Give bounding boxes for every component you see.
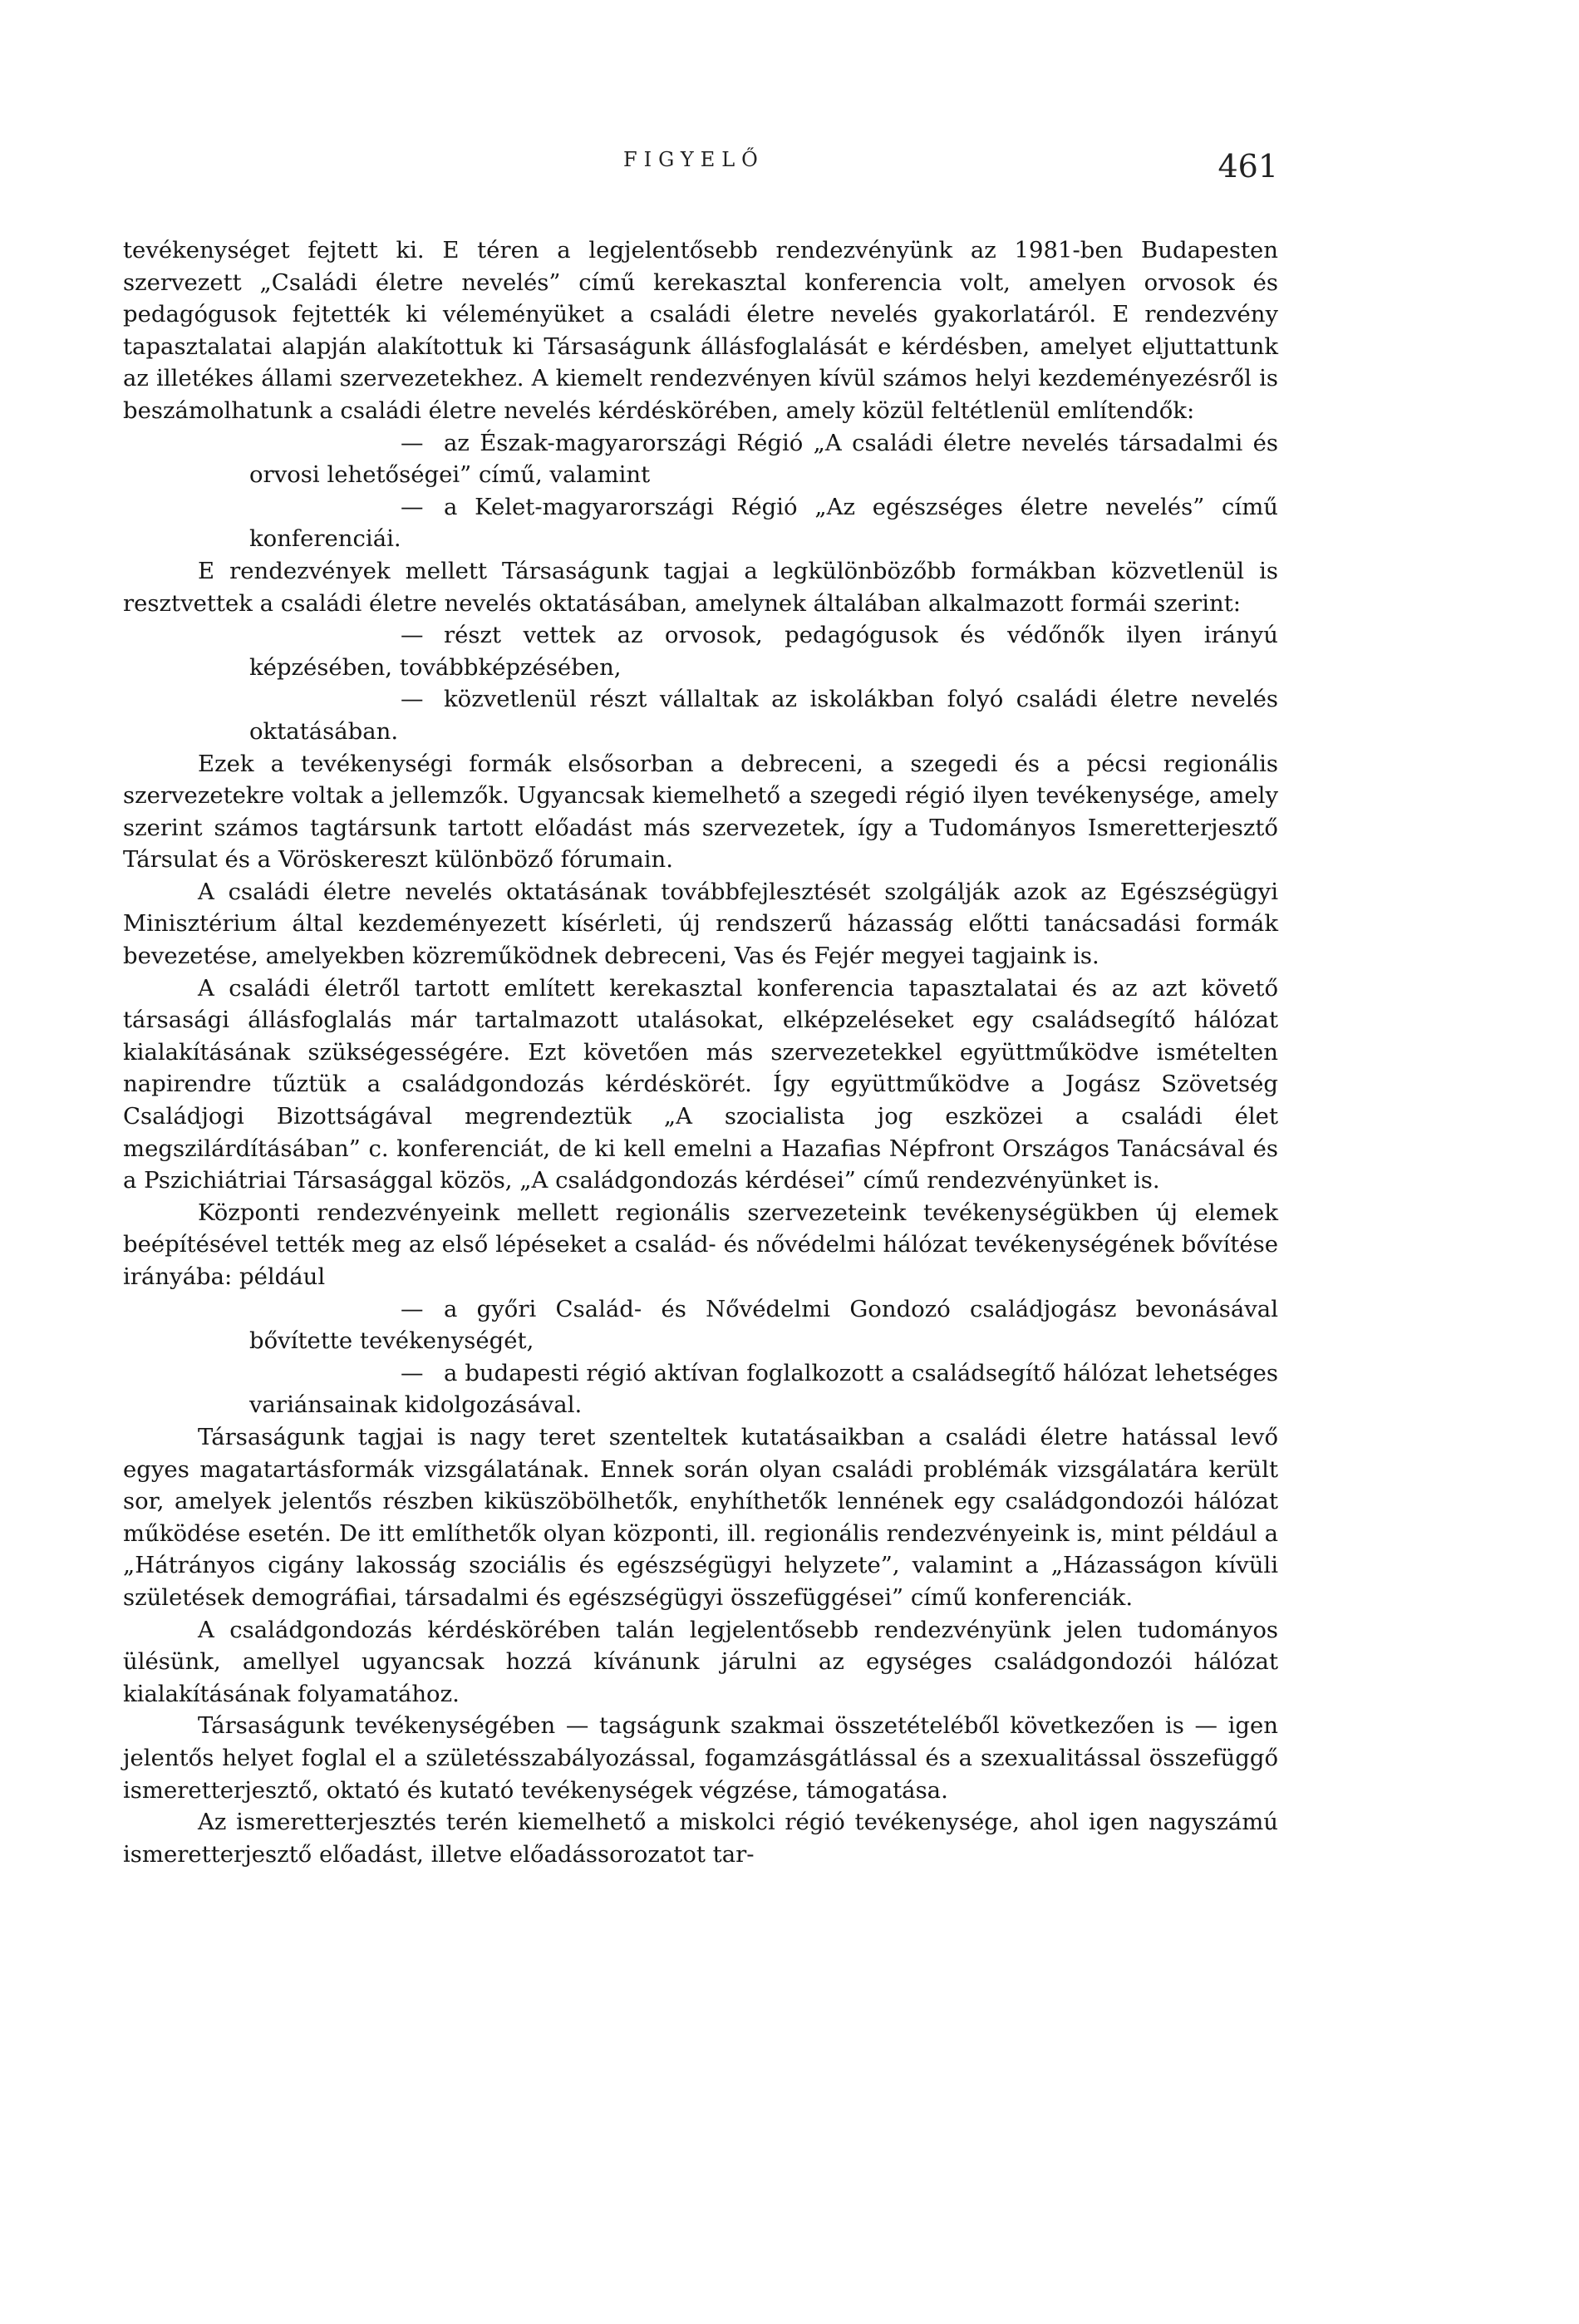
running-title: FIGYELŐ xyxy=(623,148,765,171)
dash-list-item: — részt vettek az orvosok, pedagógusok és védőnők ilyen irányú képzésében, továbbképzésében, xyxy=(123,619,1278,683)
dash-list-item: — a győri Család- és Nővédelmi Gondozó családjogász bevonásával bővítette tevékenységét, xyxy=(123,1293,1278,1357)
running-header xyxy=(0,148,1579,198)
page-number: 461 xyxy=(1217,148,1278,185)
paragraph: Társaságunk tevékenységében — tagságunk szakmai összetételéből következően is — igen jelentős helyet foglal el a születésszabályozással, fogamzásgátlással és a szexualitással összefüggő ismeretterjesztő, oktató és kutató tevékenységek végzése, támogatása. xyxy=(123,1712,1278,1804)
paragraph: Az ismeretterjesztés terén kiemelhető a miskolci régió tevékenysége, ahol igen nagyszámú ismeretterjesztő előadást, illetve előadássorozatot tar- xyxy=(123,1809,1278,1868)
paragraph: Ezek a tevékenységi formák elsősorban a debreceni, a szegedi és a pécsi regionális szervezetekre voltak a jellemzők. Ugyancsak kiemelhető a szegedi régió ilyen tevékenysége, amely szerint számos tagtársunk tartott előadást más szervezetek, így a Tudományos Ismeretterjesztő Társulat és a Vöröskereszt különböző fórumain. xyxy=(123,750,1278,874)
paragraph: E rendezvények mellett Társaságunk tagjai a legkülönbözőbb formákban közvetlenül is resztvettek a családi életre nevelés oktatásában, amelynek általában alkalmazott formái szerint: xyxy=(123,557,1278,617)
body-text xyxy=(123,234,1278,1870)
paragraph: A családgondozás kérdéskörében talán legjelentősebb rendezvényünk jelen tudományos ülésünk, amellyel ugyancsak hozzá kívánunk járulni az egységes családgondozói hálózat kialakításának folyamatához. xyxy=(123,1616,1278,1707)
dash-list-item: — közvetlenül részt vállaltak az iskolákban folyó családi életre nevelés oktatásában. xyxy=(123,683,1278,747)
dash-list-item: — az Észak-magyarországi Régió „A családi életre nevelés társadalmi és orvosi lehetőségei” című, valamint xyxy=(123,427,1278,491)
paragraph: A családi életre nevelés oktatásának továbbfejlesztését szolgálják azok az Egészségügyi Minisztérium által kezdeményezett kísérleti, új rendszerű házasság előtti tanácsadási formák bevezetése, amelyekben közreműködnek debreceni, Vas és Fejér megyei tagjaink is. xyxy=(123,878,1278,970)
paragraph: Társaságunk tagjai is nagy teret szenteltek kutatásaikban a családi életre hatással levő egyes magatartásformák vizsgálatának. Ennek során olyan családi problémák vizsgálatára került sor, amelyek jelentős részben kiküszöbölhetők, enyhíthetők lennének egy családgondozói hálózat működése esetén. De itt említhetők olyan központi, ill. regionális rendezvényeink is, mint például a „Hátrányos cigány lakosság szociális és egészségügyi helyzete”, valamint a „Házasságon kívüli születések demográfiai, társadalmi és egészségügyi összefüggései” című konferenciák. xyxy=(123,1423,1278,1611)
paragraph: tevékenységet fejtett ki. E téren a legjelentősebb rendezvényünk az 1981-ben Budapesten szervezett „Családi életre nevelés” című kerekasztal konferencia volt, amelyen orvosok és pedagógusok fejtették ki véleményüket a családi életre nevelés gyakorlatáról. E rendezvény tapasztalatai alapján alakítottuk ki Társaságunk állásfoglalását e kérdésben, amelyet eljuttattunk az illetékes állami szervezetekhez. A kiemelt rendezvényen kívül számos helyi kezdeményezésről is beszámolhatunk a családi életre nevelés kérdéskörében, amely közül feltétlenül említendők: xyxy=(123,237,1278,424)
paragraph: Központi rendezvényeink mellett regionális szervezeteink tevékenységükben új elemek beépítésével tették meg az első lépéseket a család- és nővédelmi hálózat tevékenységének bővítése irányába: például xyxy=(123,1199,1278,1290)
dash-list-item: — a budapesti régió aktívan foglalkozott a családsegítő hálózat lehetséges variánsainak kidolgozásával. xyxy=(123,1357,1278,1421)
dash-list-item: — a Kelet-magyarországi Régió „Az egészséges életre nevelés” című konferenciái. xyxy=(123,491,1278,555)
paragraph: A családi életről tartott említett kerekasztal konferencia tapasztalatai és az azt követő társasági állásfoglalás már tartalmazott utalásokat, elképzeléseket egy családsegítő hálózat kialakításának szükségességére. Ezt követően más szervezetekkel együttműködve ismételten napirendre tűztük a családgondozás kérdéskörét. Így együttműködve a Jogász Szövetség Családjogi Bizottságával megrendeztük „A szocialista jog eszközei a családi élet megszilárdításában” c. konferenciát, de ki kell emelni a Hazafias Népfront Országos Tanácsával és a Pszichiátriai Társasággal közös, „A családgondozás kérdései” című rendezvényünket is. xyxy=(123,974,1278,1194)
